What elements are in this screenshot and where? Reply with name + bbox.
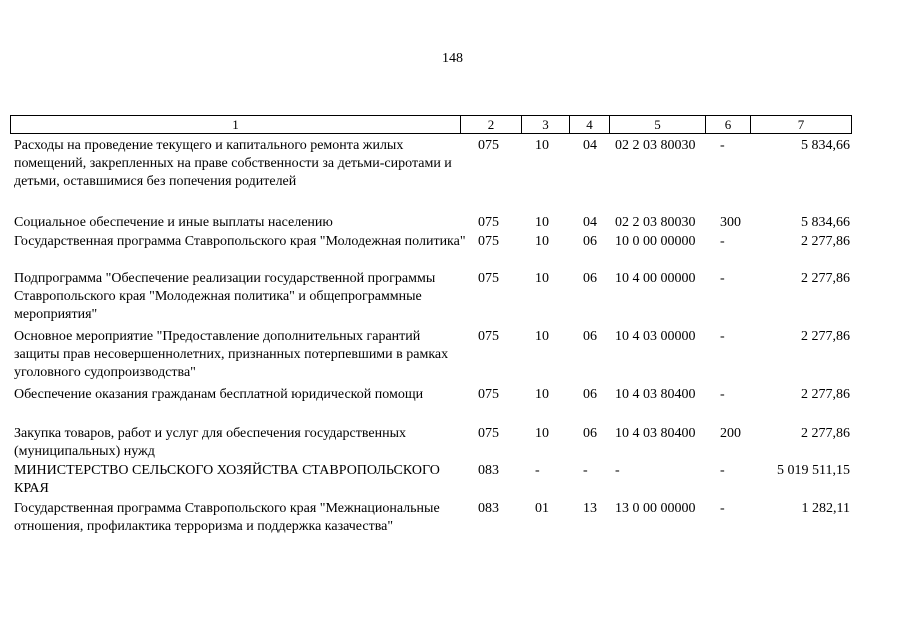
row-col-7: 2 277,86 <box>801 234 850 249</box>
row-col-7: 2 277,86 <box>801 426 850 441</box>
row-col-7: 2 277,86 <box>801 271 850 286</box>
table-row <box>0 328 905 386</box>
row-col-4: - <box>583 463 588 478</box>
row-col-4: 06 <box>583 387 597 402</box>
page-number: 148 <box>442 51 463 66</box>
row-col-2: 075 <box>478 234 499 249</box>
row-name: МИНИСТЕРСТВО СЕЛЬСКОГО ХОЗЯЙСТВА СТАВРОПОЛЬСКОГО КРАЯ <box>14 463 440 496</box>
header-col-3: 3 <box>522 116 570 133</box>
row-col-7: 2 277,86 <box>801 329 850 344</box>
table-row <box>0 386 905 425</box>
header-col-5: 5 <box>610 116 706 133</box>
row-col-7: 1 282,11 <box>801 501 850 516</box>
row-col-5: 02 2 03 80030 <box>615 215 696 230</box>
row-col-2: 075 <box>478 387 499 402</box>
row-name: Основное мероприятие "Предоставление дополнительных гарантий защиты прав несовершеннолетних, признанных потерпевшими в рамках уголовного судопроизводства" <box>14 329 449 380</box>
row-name: Подпрограмма "Обеспечение реализации государственной программы Ставропольского края "Молодежная политика" и общепрограммные мероприятия" <box>14 271 436 322</box>
header-col-4: 4 <box>570 116 610 133</box>
row-col-6: 200 <box>720 426 741 441</box>
table-row <box>0 425 905 462</box>
row-col-2: 083 <box>478 463 499 478</box>
row-col-4: 06 <box>583 234 597 249</box>
row-col-6: - <box>720 329 725 344</box>
row-col-4: 04 <box>583 215 597 230</box>
row-col-4: 13 <box>583 501 597 516</box>
table-header <box>10 115 852 134</box>
row-col-6: - <box>720 463 725 478</box>
row-col-3: 10 <box>535 215 549 230</box>
row-col-7: 5 019 511,15 <box>777 463 850 478</box>
header-col-7: 7 <box>797 117 805 132</box>
row-col-2: 083 <box>478 501 499 516</box>
row-col-3: - <box>535 463 540 478</box>
row-col-4: 06 <box>583 329 597 344</box>
row-col-3: 10 <box>535 426 549 441</box>
row-col-4: 06 <box>583 426 597 441</box>
row-col-6: - <box>720 234 725 249</box>
row-col-3: 10 <box>535 234 549 249</box>
row-name: Государственная программа Ставропольского края "Молодежная политика" <box>14 234 466 249</box>
row-col-5: 10 0 00 00000 <box>615 234 696 249</box>
row-col-5: 10 4 03 00000 <box>615 329 696 344</box>
row-col-7: 5 834,66 <box>801 138 850 153</box>
row-col-6: - <box>720 271 725 286</box>
row-name: Государственная программа Ставропольского края "Межнациональные отношения, профилактика терроризма и поддержка казачества" <box>14 501 440 534</box>
row-col-3: 10 <box>535 138 549 153</box>
row-col-5: - <box>615 463 620 478</box>
row-col-5: 10 4 03 80400 <box>615 387 696 402</box>
row-name: Закупка товаров, работ и услуг для обеспечения государственных (муниципальных) нужд <box>14 426 407 459</box>
header-col-1: 1 <box>11 116 461 133</box>
table-row <box>0 462 905 500</box>
row-col-6: 300 <box>720 215 741 230</box>
row-col-2: 075 <box>478 271 499 286</box>
row-col-2: 075 <box>478 426 499 441</box>
row-col-3: 10 <box>535 271 549 286</box>
table-row <box>0 214 905 233</box>
row-name: Обеспечение оказания гражданам бесплатной юридической помощи <box>14 387 424 402</box>
row-col-3: 10 <box>535 387 549 402</box>
row-col-7: 5 834,66 <box>801 215 850 230</box>
row-name: Социальное обеспечение и иные выплаты населению <box>14 215 333 230</box>
table-row <box>0 500 905 558</box>
row-col-3: 01 <box>535 501 549 516</box>
row-col-2: 075 <box>478 138 499 153</box>
row-col-6: - <box>720 138 725 153</box>
row-col-6: - <box>720 387 725 402</box>
row-col-4: 06 <box>583 271 597 286</box>
row-col-5: 02 2 03 80030 <box>615 138 696 153</box>
table-body <box>0 137 905 558</box>
row-col-2: 075 <box>478 329 499 344</box>
row-col-3: 10 <box>535 329 549 344</box>
row-col-5: 10 4 03 80400 <box>615 426 696 441</box>
row-col-5: 10 4 00 00000 <box>615 271 696 286</box>
row-name: Расходы на проведение текущего и капитального ремонта жилых помещений, закрепленных на праве собственности за детьми-сиротами и детьми, оставшимися без попечения родителей <box>14 138 452 189</box>
table-row <box>0 137 905 214</box>
header-col-6: 6 <box>706 116 751 133</box>
row-col-2: 075 <box>478 215 499 230</box>
row-col-4: 04 <box>583 138 597 153</box>
row-col-5: 13 0 00 00000 <box>615 501 696 516</box>
table-row <box>0 270 905 328</box>
row-col-7: 2 277,86 <box>801 387 850 402</box>
table-row <box>0 233 905 270</box>
header-col-2: 2 <box>461 116 522 133</box>
row-col-6: - <box>720 501 725 516</box>
